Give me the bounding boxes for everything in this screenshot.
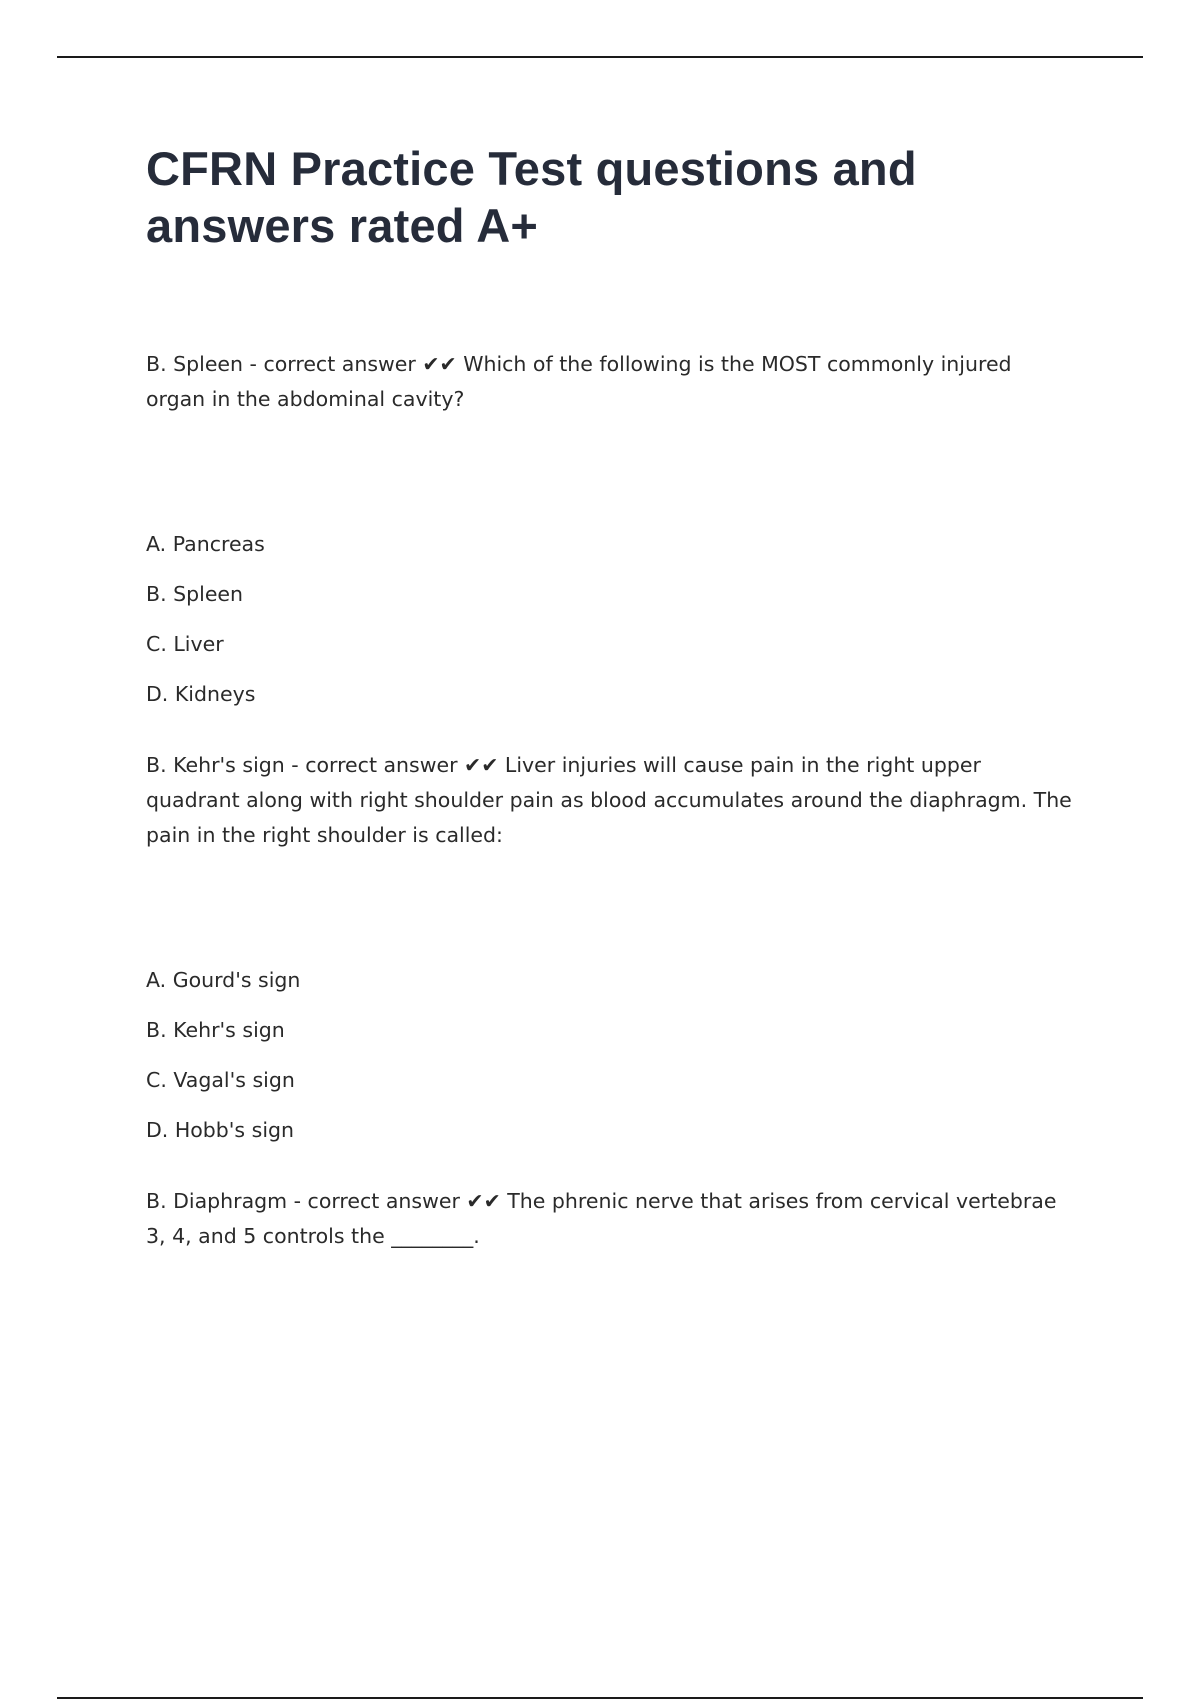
option-item: A. Gourd's sign — [146, 968, 301, 992]
option-item: B. Kehr's sign — [146, 1018, 285, 1042]
option-item: D. Hobb's sign — [146, 1118, 295, 1142]
document-body — [146, 140, 1076, 1254]
option-item: A. Pancreas — [146, 532, 265, 556]
top-divider — [57, 56, 1143, 58]
option-item: D. Kidneys — [146, 682, 256, 706]
option-item: C. Vagal's sign — [146, 1068, 295, 1092]
question-2-text: B. Kehr's sign - correct answer ✔✔ Liver injuries will cause pain in the right upper quadrant along with right shoulder pain as blood accumulates around the diaphragm. The pain in the right shoulder is called: — [146, 753, 1072, 847]
option-item: B. Spleen — [146, 582, 244, 606]
page-title: CFRN Practice Test questions and answers rated A+ — [146, 142, 917, 252]
question-3-text: B. Diaphragm - correct answer ✔✔ The phrenic nerve that arises from cervical vertebrae 3, 4, and 5 controls the ________. — [146, 1189, 1057, 1248]
question-1-options — [146, 529, 1076, 709]
option-item: C. Liver — [146, 632, 224, 656]
bottom-divider — [57, 1697, 1143, 1699]
question-1-text: B. Spleen - correct answer ✔✔ Which of the following is the MOST commonly injured organ in the abdominal cavity? — [146, 352, 1012, 411]
question-2-options — [146, 965, 1076, 1145]
